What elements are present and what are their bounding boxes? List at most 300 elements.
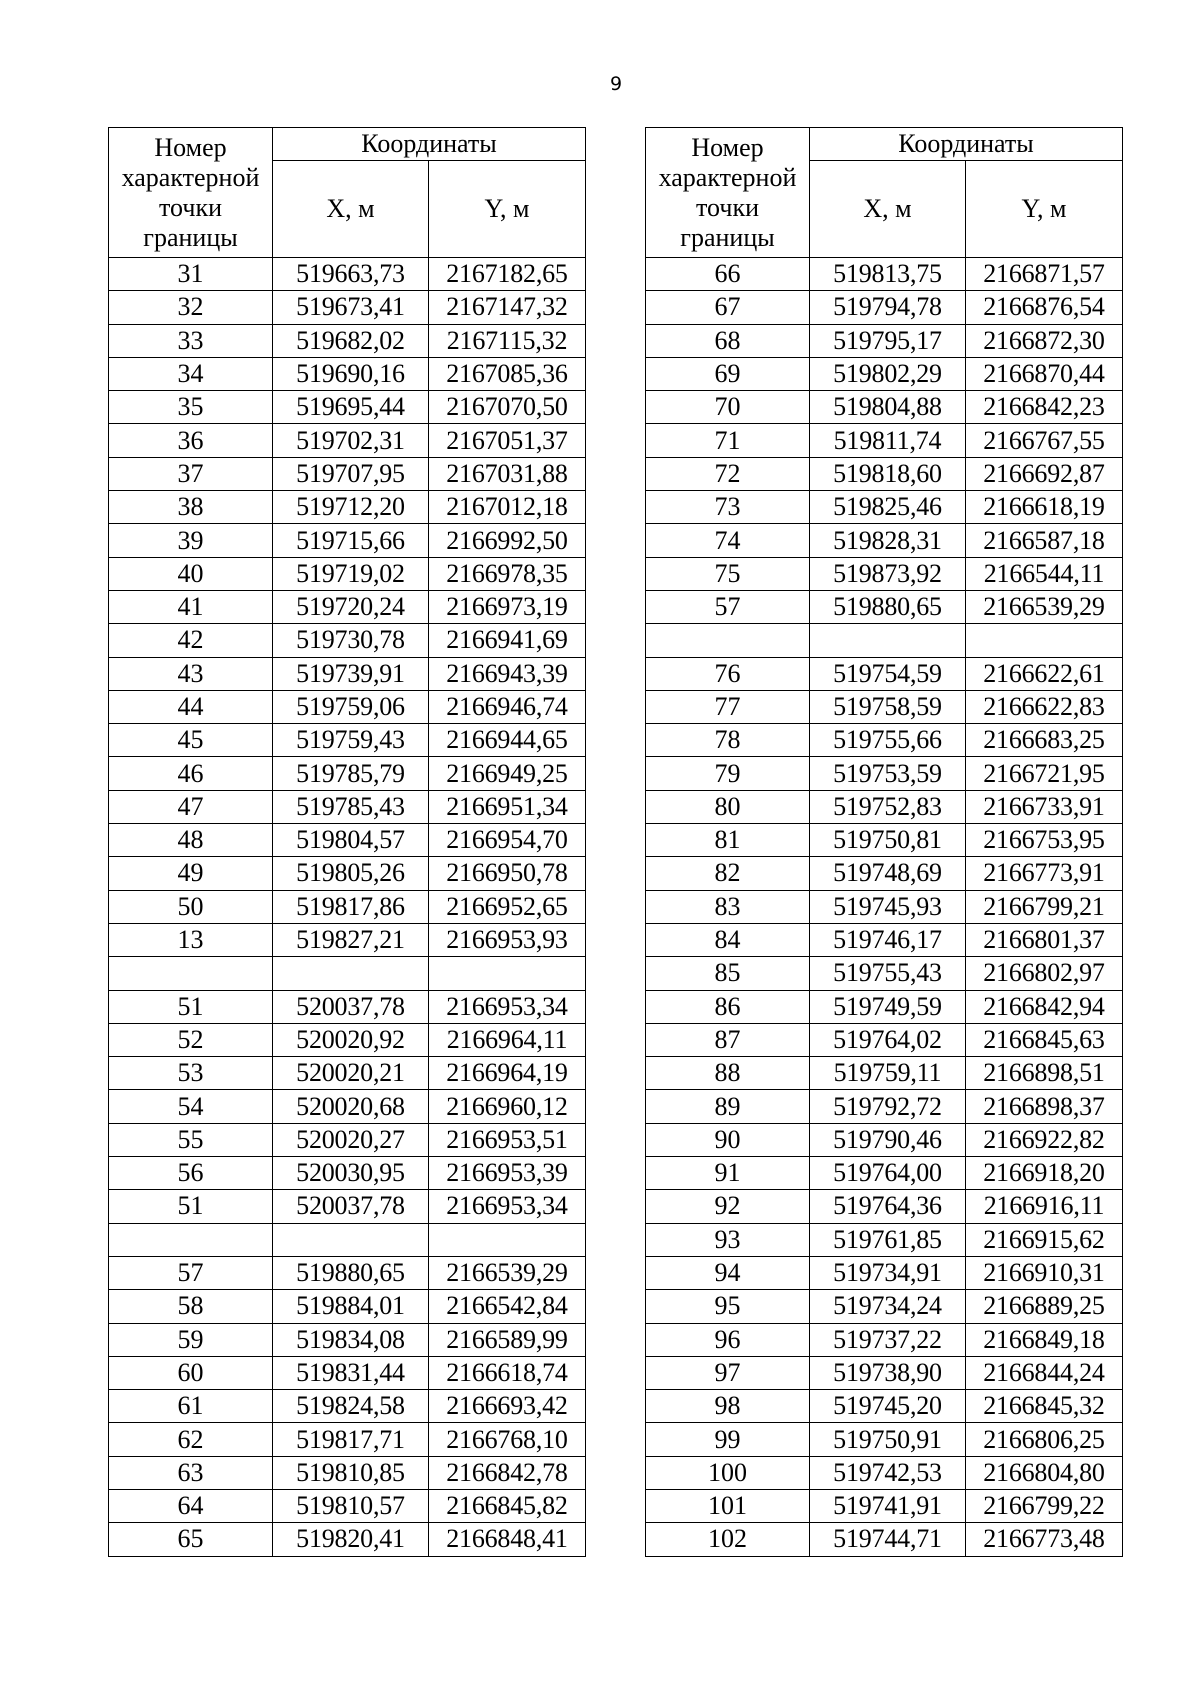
- y-coordinate-cell: 2166952,65: [429, 890, 586, 923]
- table-row: [109, 557, 586, 590]
- y-coordinate-cell: 2166876,54: [966, 291, 1123, 324]
- y-coordinate-cell: 2166944,65: [429, 724, 586, 757]
- table-row: [109, 1157, 586, 1190]
- point-number-cell: 68: [646, 324, 810, 357]
- table-row: [646, 890, 1123, 923]
- table-body: [646, 258, 1123, 1557]
- table-row: [646, 1190, 1123, 1223]
- point-number-cell: 92: [646, 1190, 810, 1223]
- x-coordinate-cell: 519818,60: [810, 457, 966, 490]
- x-coordinate-cell: 519755,66: [810, 724, 966, 757]
- point-number-cell: 40: [109, 557, 273, 590]
- table-row: [646, 1523, 1123, 1556]
- table-row: [646, 1157, 1123, 1190]
- y-coordinate-cell: 2166842,78: [429, 1456, 586, 1489]
- y-coordinate-cell: 2167031,88: [429, 457, 586, 490]
- x-coordinate-cell: 519737,22: [810, 1323, 966, 1356]
- y-coordinate-cell: 2166799,21: [966, 890, 1123, 923]
- table-row: [646, 557, 1123, 590]
- y-coordinate-cell: 2166916,11: [966, 1190, 1123, 1223]
- y-coordinate-cell: 2166683,25: [966, 724, 1123, 757]
- point-number-cell: 96: [646, 1323, 810, 1356]
- table-row: [646, 923, 1123, 956]
- y-coordinate-cell: 2166768,10: [429, 1423, 586, 1456]
- table-row: [109, 923, 586, 956]
- x-coordinate-cell: 519880,65: [273, 1256, 429, 1289]
- table-row: [109, 624, 586, 657]
- x-coordinate-cell: 519764,02: [810, 1023, 966, 1056]
- x-coordinate-cell: 519759,43: [273, 724, 429, 757]
- table-row: [109, 724, 586, 757]
- table-row: [109, 757, 586, 790]
- table-row: [109, 1256, 586, 1289]
- table-row: [646, 357, 1123, 390]
- x-coordinate-cell: 519744,71: [810, 1523, 966, 1556]
- x-coordinate-cell: [810, 624, 966, 657]
- table-row: [646, 1223, 1123, 1256]
- x-coordinate-cell: 519785,43: [273, 790, 429, 823]
- point-number-cell: 49: [109, 857, 273, 890]
- point-number-cell: 94: [646, 1256, 810, 1289]
- point-number-cell: [109, 1223, 273, 1256]
- x-coordinate-cell: 520020,68: [273, 1090, 429, 1123]
- x-coordinate-cell: 519719,02: [273, 557, 429, 590]
- table-row: [109, 1090, 586, 1123]
- header-coordinates: Координаты: [810, 128, 1123, 161]
- table-row: [646, 1423, 1123, 1456]
- point-number-cell: 97: [646, 1356, 810, 1389]
- y-coordinate-cell: 2166950,78: [429, 857, 586, 890]
- point-number-cell: 35: [109, 391, 273, 424]
- x-coordinate-cell: 519738,90: [810, 1356, 966, 1389]
- table-row: [109, 1123, 586, 1156]
- y-coordinate-cell: 2166587,18: [966, 524, 1123, 557]
- table-body: [109, 258, 586, 1557]
- table-row: [109, 890, 586, 923]
- y-coordinate-cell: 2166872,30: [966, 324, 1123, 357]
- point-number-cell: 86: [646, 990, 810, 1023]
- table-row: [646, 1390, 1123, 1423]
- point-number-cell: 51: [109, 990, 273, 1023]
- point-number-cell: 37: [109, 457, 273, 490]
- y-coordinate-cell: 2166806,25: [966, 1423, 1123, 1456]
- table-row: [646, 757, 1123, 790]
- table-row: [109, 357, 586, 390]
- y-coordinate-cell: 2166773,91: [966, 857, 1123, 890]
- y-coordinate-cell: 2166845,32: [966, 1390, 1123, 1423]
- x-coordinate-cell: 519712,20: [273, 491, 429, 524]
- x-coordinate-cell: 520030,95: [273, 1157, 429, 1190]
- table-row: [646, 1123, 1123, 1156]
- table-row: [646, 990, 1123, 1023]
- point-number-cell: 91: [646, 1157, 810, 1190]
- point-number-cell: 54: [109, 1090, 273, 1123]
- y-coordinate-cell: 2166871,57: [966, 258, 1123, 291]
- table-row: [646, 1323, 1123, 1356]
- x-coordinate-cell: [273, 1223, 429, 1256]
- y-coordinate-cell: 2166953,39: [429, 1157, 586, 1190]
- point-number-cell: 41: [109, 590, 273, 623]
- coordinates-table-right: [645, 127, 1123, 1557]
- point-number-cell: 84: [646, 923, 810, 956]
- y-coordinate-cell: 2166918,20: [966, 1157, 1123, 1190]
- x-coordinate-cell: 519802,29: [810, 357, 966, 390]
- header-point-number: [109, 128, 273, 258]
- y-coordinate-cell: 2166753,95: [966, 824, 1123, 857]
- y-coordinate-cell: 2166898,51: [966, 1057, 1123, 1090]
- x-coordinate-cell: 519746,17: [810, 923, 966, 956]
- header-line: границы: [680, 222, 775, 252]
- x-coordinate-cell: 519810,85: [273, 1456, 429, 1489]
- point-number-cell: 71: [646, 424, 810, 457]
- x-coordinate-cell: 519755,43: [810, 957, 966, 990]
- table-row: [109, 258, 586, 291]
- x-coordinate-cell: 519715,66: [273, 524, 429, 557]
- y-coordinate-cell: 2166953,51: [429, 1123, 586, 1156]
- y-coordinate-cell: 2166964,11: [429, 1023, 586, 1056]
- x-coordinate-cell: 520020,92: [273, 1023, 429, 1056]
- x-coordinate-cell: 519820,41: [273, 1523, 429, 1556]
- header-coordinates: Координаты: [273, 128, 586, 161]
- point-number-cell: 58: [109, 1290, 273, 1323]
- point-number-cell: 33: [109, 324, 273, 357]
- header-x: X, м: [273, 161, 429, 258]
- x-coordinate-cell: 519794,78: [810, 291, 966, 324]
- y-coordinate-cell: 2166870,44: [966, 357, 1123, 390]
- table-row: [646, 1456, 1123, 1489]
- x-coordinate-cell: 519764,00: [810, 1157, 966, 1190]
- header-line: характерной: [121, 162, 260, 192]
- y-coordinate-cell: 2166910,31: [966, 1256, 1123, 1289]
- table-row: [109, 1423, 586, 1456]
- y-coordinate-cell: 2166721,95: [966, 757, 1123, 790]
- y-coordinate-cell: 2167147,32: [429, 291, 586, 324]
- point-number-cell: 78: [646, 724, 810, 757]
- y-coordinate-cell: 2166922,82: [966, 1123, 1123, 1156]
- y-coordinate-cell: 2166773,48: [966, 1523, 1123, 1556]
- x-coordinate-cell: 519682,02: [273, 324, 429, 357]
- header-x: X, м: [810, 161, 966, 258]
- point-number-cell: 82: [646, 857, 810, 890]
- table-row: [109, 590, 586, 623]
- x-coordinate-cell: 519810,57: [273, 1489, 429, 1522]
- point-number-cell: 102: [646, 1523, 810, 1556]
- x-coordinate-cell: 519805,26: [273, 857, 429, 890]
- table-row: [646, 1023, 1123, 1056]
- table-row: [646, 1290, 1123, 1323]
- x-coordinate-cell: 519750,81: [810, 824, 966, 857]
- point-number-cell: 75: [646, 557, 810, 590]
- table-row: [646, 457, 1123, 490]
- y-coordinate-cell: 2167051,37: [429, 424, 586, 457]
- x-coordinate-cell: 519752,83: [810, 790, 966, 823]
- table-row: [646, 1090, 1123, 1123]
- y-coordinate-cell: 2166960,12: [429, 1090, 586, 1123]
- y-coordinate-cell: 2166889,25: [966, 1290, 1123, 1323]
- y-coordinate-cell: 2166618,19: [966, 491, 1123, 524]
- table-row: [646, 291, 1123, 324]
- x-coordinate-cell: 519825,46: [810, 491, 966, 524]
- point-number-cell: 65: [109, 1523, 273, 1556]
- point-number-cell: 63: [109, 1456, 273, 1489]
- table-row: [646, 624, 1123, 657]
- table-row: [646, 391, 1123, 424]
- y-coordinate-cell: 2166943,39: [429, 657, 586, 690]
- y-coordinate-cell: 2166589,99: [429, 1323, 586, 1356]
- x-coordinate-cell: 519811,74: [810, 424, 966, 457]
- y-coordinate-cell: 2166802,97: [966, 957, 1123, 990]
- point-number-cell: 51: [109, 1190, 273, 1223]
- point-number-cell: 39: [109, 524, 273, 557]
- table-row: [646, 657, 1123, 690]
- header-y: Y, м: [429, 161, 586, 258]
- point-number-cell: 43: [109, 657, 273, 690]
- point-number-cell: [109, 957, 273, 990]
- point-number-cell: 70: [646, 391, 810, 424]
- x-coordinate-cell: 519827,21: [273, 923, 429, 956]
- table-row: [646, 724, 1123, 757]
- x-coordinate-cell: 519758,59: [810, 690, 966, 723]
- x-coordinate-cell: 519880,65: [810, 590, 966, 623]
- table-row: [646, 258, 1123, 291]
- x-coordinate-cell: 519690,16: [273, 357, 429, 390]
- point-number-cell: 32: [109, 291, 273, 324]
- point-number-cell: 80: [646, 790, 810, 823]
- y-coordinate-cell: 2166941,69: [429, 624, 586, 657]
- point-number-cell: 89: [646, 1090, 810, 1123]
- table-row: [109, 690, 586, 723]
- point-number-cell: 31: [109, 258, 273, 291]
- x-coordinate-cell: 519785,79: [273, 757, 429, 790]
- point-number-cell: 47: [109, 790, 273, 823]
- x-coordinate-cell: 519695,44: [273, 391, 429, 424]
- y-coordinate-cell: 2166953,34: [429, 990, 586, 1023]
- point-number-cell: 44: [109, 690, 273, 723]
- point-number-cell: 76: [646, 657, 810, 690]
- y-coordinate-cell: 2166951,34: [429, 790, 586, 823]
- x-coordinate-cell: 519750,91: [810, 1423, 966, 1456]
- point-number-cell: 79: [646, 757, 810, 790]
- y-coordinate-cell: 2166767,55: [966, 424, 1123, 457]
- y-coordinate-cell: 2166622,61: [966, 657, 1123, 690]
- point-number-cell: 57: [646, 590, 810, 623]
- x-coordinate-cell: 519884,01: [273, 1290, 429, 1323]
- table-row: [109, 291, 586, 324]
- table-row: [646, 491, 1123, 524]
- x-coordinate-cell: 519734,91: [810, 1256, 966, 1289]
- header-line: точки: [159, 192, 222, 222]
- y-coordinate-cell: 2166973,19: [429, 590, 586, 623]
- y-coordinate-cell: 2166692,87: [966, 457, 1123, 490]
- x-coordinate-cell: 519834,08: [273, 1323, 429, 1356]
- table-row: [109, 1356, 586, 1389]
- table-row: [109, 491, 586, 524]
- x-coordinate-cell: 519702,31: [273, 424, 429, 457]
- point-number-cell: 56: [109, 1157, 273, 1190]
- table-row: [109, 657, 586, 690]
- x-coordinate-cell: 519817,86: [273, 890, 429, 923]
- x-coordinate-cell: 520037,78: [273, 1190, 429, 1223]
- y-coordinate-cell: [429, 1223, 586, 1256]
- y-coordinate-cell: 2166618,74: [429, 1356, 586, 1389]
- table-row: [109, 824, 586, 857]
- point-number-cell: 52: [109, 1023, 273, 1056]
- y-coordinate-cell: 2166949,25: [429, 757, 586, 790]
- header-line: точки: [696, 192, 759, 222]
- x-coordinate-cell: 519741,91: [810, 1489, 966, 1522]
- x-coordinate-cell: 520020,21: [273, 1057, 429, 1090]
- point-number-cell: 69: [646, 357, 810, 390]
- y-coordinate-cell: 2166978,35: [429, 557, 586, 590]
- x-coordinate-cell: 519753,59: [810, 757, 966, 790]
- table-row: [109, 1456, 586, 1489]
- y-coordinate-cell: 2167182,65: [429, 258, 586, 291]
- header-line: Номер: [691, 132, 764, 162]
- x-coordinate-cell: 519804,57: [273, 824, 429, 857]
- table-row: [646, 1256, 1123, 1289]
- table-row: [646, 957, 1123, 990]
- x-coordinate-cell: 519720,24: [273, 590, 429, 623]
- point-number-cell: 77: [646, 690, 810, 723]
- y-coordinate-cell: 2166845,82: [429, 1489, 586, 1522]
- table-row: [646, 1057, 1123, 1090]
- point-number-cell: 42: [109, 624, 273, 657]
- y-coordinate-cell: 2166845,63: [966, 1023, 1123, 1056]
- table-row: [109, 1290, 586, 1323]
- table-row: [646, 590, 1123, 623]
- table-row: [109, 391, 586, 424]
- coordinates-table-left: [108, 127, 586, 1557]
- x-coordinate-cell: 519813,75: [810, 258, 966, 291]
- table-row: [646, 424, 1123, 457]
- point-number-cell: 83: [646, 890, 810, 923]
- y-coordinate-cell: 2167085,36: [429, 357, 586, 390]
- y-coordinate-cell: 2166733,91: [966, 790, 1123, 823]
- point-number-cell: 101: [646, 1489, 810, 1522]
- y-coordinate-cell: 2166946,74: [429, 690, 586, 723]
- point-number-cell: 61: [109, 1390, 273, 1423]
- y-coordinate-cell: 2166848,41: [429, 1523, 586, 1556]
- x-coordinate-cell: 519749,59: [810, 990, 966, 1023]
- y-coordinate-cell: 2167115,32: [429, 324, 586, 357]
- point-number-cell: 38: [109, 491, 273, 524]
- x-coordinate-cell: 519742,53: [810, 1456, 966, 1489]
- point-number-cell: 98: [646, 1390, 810, 1423]
- point-number-cell: [646, 624, 810, 657]
- table-row: [109, 324, 586, 357]
- point-number-cell: 95: [646, 1290, 810, 1323]
- point-number-cell: 99: [646, 1423, 810, 1456]
- y-coordinate-cell: 2166954,70: [429, 824, 586, 857]
- table-row: [109, 1489, 586, 1522]
- table-row: [646, 690, 1123, 723]
- point-number-cell: 55: [109, 1123, 273, 1156]
- table-row: [109, 1057, 586, 1090]
- x-coordinate-cell: 519759,06: [273, 690, 429, 723]
- x-coordinate-cell: 519792,72: [810, 1090, 966, 1123]
- y-coordinate-cell: 2166544,11: [966, 557, 1123, 590]
- x-coordinate-cell: 519745,93: [810, 890, 966, 923]
- point-number-cell: 67: [646, 291, 810, 324]
- table-row: [646, 524, 1123, 557]
- point-number-cell: 60: [109, 1356, 273, 1389]
- point-number-cell: 57: [109, 1256, 273, 1289]
- y-coordinate-cell: 2166542,84: [429, 1290, 586, 1323]
- header-line: характерной: [658, 162, 797, 192]
- y-coordinate-cell: 2166842,94: [966, 990, 1123, 1023]
- x-coordinate-cell: 519759,11: [810, 1057, 966, 1090]
- x-coordinate-cell: 519663,73: [273, 258, 429, 291]
- table-row: [109, 1390, 586, 1423]
- y-coordinate-cell: 2166622,83: [966, 690, 1123, 723]
- table-row: [109, 524, 586, 557]
- x-coordinate-cell: 519790,46: [810, 1123, 966, 1156]
- table-row: [109, 1323, 586, 1356]
- table-row: [109, 790, 586, 823]
- y-coordinate-cell: 2166915,62: [966, 1223, 1123, 1256]
- y-coordinate-cell: 2167070,50: [429, 391, 586, 424]
- x-coordinate-cell: 519754,59: [810, 657, 966, 690]
- y-coordinate-cell: 2166992,50: [429, 524, 586, 557]
- point-number-cell: 64: [109, 1489, 273, 1522]
- y-coordinate-cell: 2166844,24: [966, 1356, 1123, 1389]
- table-row: [109, 1023, 586, 1056]
- x-coordinate-cell: 519734,24: [810, 1290, 966, 1323]
- y-coordinate-cell: 2166539,29: [966, 590, 1123, 623]
- table-row: [109, 1190, 586, 1223]
- point-number-cell: 88: [646, 1057, 810, 1090]
- x-coordinate-cell: [273, 957, 429, 990]
- table-row: [646, 790, 1123, 823]
- y-coordinate-cell: 2166964,19: [429, 1057, 586, 1090]
- point-number-cell: 66: [646, 258, 810, 291]
- x-coordinate-cell: 519745,20: [810, 1390, 966, 1423]
- y-coordinate-cell: 2166849,18: [966, 1323, 1123, 1356]
- x-coordinate-cell: 519761,85: [810, 1223, 966, 1256]
- table-row: [646, 824, 1123, 857]
- x-coordinate-cell: 519673,41: [273, 291, 429, 324]
- x-coordinate-cell: 520020,27: [273, 1123, 429, 1156]
- point-number-cell: 45: [109, 724, 273, 757]
- x-coordinate-cell: 519764,36: [810, 1190, 966, 1223]
- point-number-cell: 74: [646, 524, 810, 557]
- x-coordinate-cell: 519873,92: [810, 557, 966, 590]
- point-number-cell: 48: [109, 824, 273, 857]
- point-number-cell: 34: [109, 357, 273, 390]
- point-number-cell: 53: [109, 1057, 273, 1090]
- y-coordinate-cell: [966, 624, 1123, 657]
- point-number-cell: 90: [646, 1123, 810, 1156]
- table-row: [109, 957, 586, 990]
- table-row: [109, 424, 586, 457]
- table-row: [646, 1489, 1123, 1522]
- header-y: Y, м: [966, 161, 1123, 258]
- y-coordinate-cell: [429, 957, 586, 990]
- point-number-cell: 100: [646, 1456, 810, 1489]
- table-row: [646, 1356, 1123, 1389]
- y-coordinate-cell: 2166953,34: [429, 1190, 586, 1223]
- point-number-cell: 72: [646, 457, 810, 490]
- header-point-number: [646, 128, 810, 258]
- point-number-cell: 85: [646, 957, 810, 990]
- page-number: 9: [609, 73, 623, 95]
- point-number-cell: 59: [109, 1323, 273, 1356]
- table-row: [109, 1523, 586, 1556]
- table-row: [109, 857, 586, 890]
- x-coordinate-cell: 519739,91: [273, 657, 429, 690]
- y-coordinate-cell: 2166804,80: [966, 1456, 1123, 1489]
- header-line: Номер: [154, 132, 227, 162]
